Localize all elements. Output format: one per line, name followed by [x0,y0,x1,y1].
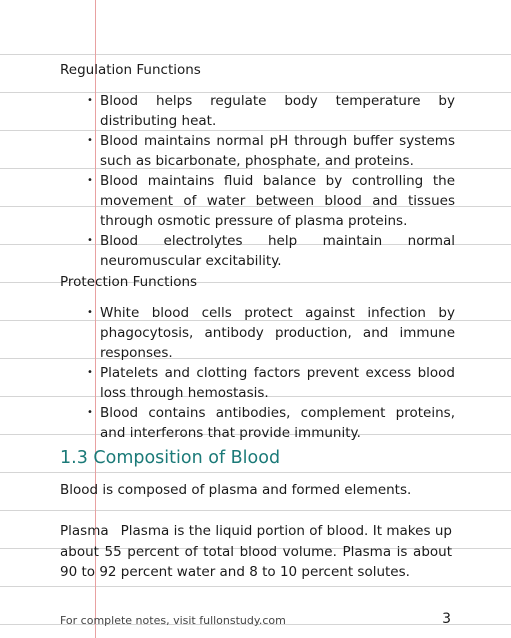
page-number: 3 [442,611,451,627]
composition-heading: 1.3 Composition of Blood [60,448,281,468]
plasma-paragraph [60,521,452,583]
list-item: • Blood maintains normal pH through buffer systems such as bicarbonate, phosphate, and proteins. [100,131,455,171]
list-item: • Blood helps regulate body temperature by distributing heat. [100,91,455,131]
list-item: • White blood cells protect against infection by phagocytosis, antibody production, and immune responses. [100,303,455,363]
list-item: • Blood contains antibodies, complement proteins, and interferons that provide immunity. [100,403,455,443]
list-item: • Blood maintains fluid balance by controlling the movement of water between blood and tissues through osmotic pressure of plasma proteins. [100,171,455,231]
list-item: • Blood electrolytes help maintain normal neuromuscular excitability. [100,231,455,271]
plasma-label: Plasma [60,523,109,539]
footer-note: For complete notes, visit fullonstudy.com [60,614,286,627]
protection-list [100,303,455,443]
regulation-heading: Regulation Functions [60,62,201,78]
regulation-list [100,91,455,271]
protection-heading: Protection Functions [60,274,198,290]
list-item: • Platelets and clotting factors prevent excess blood loss through hemostasis. [100,363,455,403]
composition-intro: Blood is composed of plasma and formed elements. [60,482,412,498]
plasma-text: Plasma is the liquid portion of blood. It makes up about 55 percent of total blood volume. Plasma is about 90 to 92 percent water and 8 to 10 percent solutes. [60,523,452,580]
